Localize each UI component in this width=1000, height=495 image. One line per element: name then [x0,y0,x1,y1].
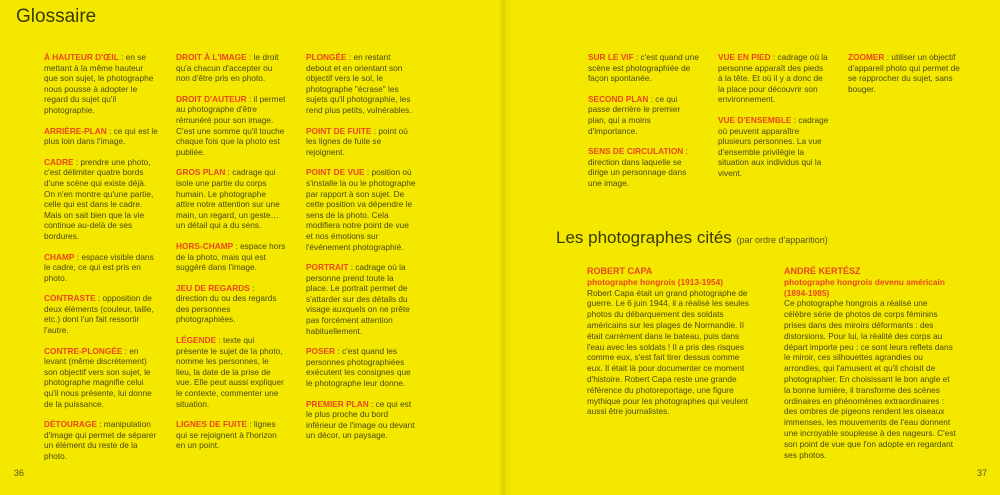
glossary-entry [176,52,286,84]
glossary-term: DROIT D'AUTEUR [176,93,247,104]
glossary-entry [44,52,159,116]
section-title [556,228,828,248]
glossary-term: SECOND PLAN [588,93,649,104]
glossary-entry [44,126,159,147]
glossary-entry [176,241,286,273]
glossary-term: PORTRAIT [306,262,349,273]
glossary-entry [718,115,830,179]
photographer-role: photographe hongrois (1913-1954) [587,276,723,287]
glossary-entry [306,126,418,158]
glossary-term: POSER [306,346,336,357]
glossary-entry [588,52,700,84]
glossary-term: POINT DE FUITE [306,125,372,136]
glossary-definition: : espace visible dans le cadre, ce qui est pris en photo. [44,251,154,283]
glossary-column-3 [306,52,418,451]
glossary-definition: : en levant (même discrètement) son objectif vers son sujet, le photographe magnifie celui qu'il nous présente, lui donne de la puissance. [44,345,152,409]
glossary-column-4 [588,52,700,199]
glossary-definition: : texte qui présente le sujet de la photo, nomme les personnes, le lieu, la date de la prise de vue. Elle peut aussi expliquer le contexte, commenter une situation. [176,335,284,409]
glossary-term: LIGNES DE FUITE [176,419,247,430]
glossary-definition: : prendre une photo, c'est délimiter quatre bords d'une scène qui existe déjà. On n'en montre qu'une partie, celle qui est dans le cadre. Mais on sait bien que la vie continue au-delà de ses bordures. [44,156,154,241]
glossary-entry [848,52,960,94]
glossary-entry [44,157,159,242]
glossary-entry [176,283,286,325]
glossary-term: PLONGÉE [306,52,347,62]
glossary-definition: : direction du ou des regards des personnes photographiées. [176,282,277,325]
glossary-definition: : cadrage où peuvent apparaître plusieurs personnes. La vue d'ensemble privilégie la situation aux individus qui la vivent. [718,114,829,178]
glossary-term: PREMIER PLAN [306,398,369,409]
page-number-right: 37 [977,468,988,478]
glossary-term: CHAMP [44,251,75,262]
glossary-term: SENS DE CIRCULATION [588,146,684,157]
glossary-term: VUE EN PIED [718,52,771,62]
glossary-term: CADRE [44,156,74,167]
glossary-term: CONTRE-PLONGÉE [44,345,123,356]
glossary-definition: : espace hors de la photo, mais qui est suggéré dans l'image. [176,240,286,273]
glossary-entry [306,262,418,336]
glossary-term: POINT DE VUE [306,167,365,178]
glossary-term: À HAUTEUR D'ŒIL [44,52,119,62]
photographer-name: ROBERT CAPA [587,266,653,276]
glossary-definition: : c'est quand les personnes photographiées exécutent les consignes que le photographe leur donne. [306,346,411,389]
page-title: Glossaire [16,6,97,27]
glossary-entry [176,94,286,158]
section-note: (par ordre d'apparition) [736,235,828,245]
glossary-entry [306,52,418,116]
glossary-entry [176,167,286,231]
glossary-entry [44,419,159,461]
glossary-definition: : il permet au photographe d'être rémunéré pour son image. C'est une somme qu'il touche chaque fois que la photo est publiée. [176,93,286,157]
glossary-definition: : lignes qui se rejoignent à l'horizon en un point. [176,419,277,451]
glossary-entry [44,346,159,410]
glossary-column-2 [176,52,286,461]
glossary-term: HORS-CHAMP [176,240,234,251]
glossary-column-6 [848,52,960,104]
book-gutter [498,0,512,495]
glossary-column-5 [718,52,830,189]
glossary-definition: : point où les lignes de fuite se rejoignent. [306,125,408,157]
glossary-entry [176,335,286,409]
glossary-term: DROIT À L'IMAGE [176,52,247,62]
glossary-entry [718,52,830,105]
section-title-text: Les photographes cités [556,228,732,247]
photographer-role: photographe hongrois devenu américain (1894-1985) [784,276,945,298]
glossary-definition: : cadrage qui isole une partie du corps humain. Le photographe attire notre attention sur une main, un regard, un geste… un détail qui a du sens. [176,167,280,231]
glossary-definition: : cadrage où la personne prend toute la place. Le portrait permet de s'attarder sur des détails du visage auxquels on ne prête pas forcément attention habituellement. [306,262,410,336]
page-number-left: 36 [14,468,25,478]
glossary-term: ZOOMER [848,52,885,62]
glossary-term: VUE D'ENSEMBLE [718,114,792,125]
glossary-definition: : direction dans laquelle se dirige un personnage dans une image. [588,146,688,188]
glossary-entry [44,293,159,335]
glossary-column-1 [44,52,159,472]
glossary-definition: : opposition de deux éléments (couleur, taille, etc.) dont l'un fait ressortir l'autre. [44,293,154,336]
glossary-definition: : ce qui est le plus proche du bord inférieur de l'image ou devant un décor, un paysage. [306,398,415,441]
glossary-entry [44,252,159,284]
glossary-definition: : ce qui passe derrière le premier plan, qui a moins d'importance. [588,93,681,136]
glossary-term: CONTRASTE [44,293,96,304]
glossary-entry [588,146,700,188]
glossary-definition: : utiliser un objectif d'appareil photo qui permet de se rapprocher du sujet, sans bouger. [848,52,960,94]
glossary-definition: : manipulation d'image qui permet de séparer un élément du reste de la photo. [44,419,157,461]
photographer-bio: Robert Capa était un grand photographe de guerre. Le 6 juin 1944, il a réalisé les seules photos du débarquement des soldats américains sur les plages de Normandie. Il était carrément dans le bateau, puis dans l'eau avec les soldats ! Il a pris des risques comme eux, s'est fait tirer dessus comme eux. Il était là pour documenter ce moment d'histoire. Robert Capa reste une grande référence du photoreportage, une figure mythique pour les photographes qui veulent aussi être journalistes. [587,287,749,417]
photographer-card [587,266,755,417]
glossary-term: SUR LE VIF [588,52,634,62]
glossary-term: JEU DE REGARDS [176,282,250,293]
photographer-card [784,266,956,460]
glossary-definition: : c'est quand une scène est photographiée de façon spontanée. [588,52,699,84]
glossary-definition: : en se mettant à la même hauteur que son sujet, le photographe nous pousse à adopter le regard du sujet qu'il photographie. [44,52,154,115]
photographer-name: ANDRÉ KERTÉSZ [784,266,861,276]
glossary-definition: : position où s'installe la ou le photographe par rapport à son sujet. De cette position va dépendre le sens de la photo. Cela modifiera notre point de vue et nos émotions sur l'événement photographié. [306,167,416,252]
glossary-term: GROS PLAN [176,167,226,178]
glossary-definition: : cadrage où la personne apparaît des pieds à la tête. Et où il y a donc de la place pour découvrir son environnement. [718,52,828,105]
glossary-entry [588,94,700,136]
glossary-entry [176,419,286,451]
glossary-definition: : le droit qu'a chacun d'accepter ou non d'être pris en photo. [176,52,279,84]
glossary-entry [306,167,418,252]
glossary-term: ARRIÈRE-PLAN [44,125,107,136]
glossary-definition: : en restant debout et en orientant son objectif vers le sol, le photographe "écrase" les sujets qu'il photographie, les rend plus petits, vulnérables. [306,52,412,115]
glossary-definition: : ce qui est le plus loin dans l'image. [44,125,158,147]
photographer-bio: Ce photographe hongrois a réalisé une célèbre série de photos de corps féminins prises dans des miroirs déformants : des distorsions. Pour lui, la réalité des corps au départ importe peu : ce sont leurs reflets dans le miroir, ces silhouettes agrandies ou arrondies, qui l'amusent et qu'il choisit de photographier. En choisissant le bon angle et la bonne lumière, il transforme des scènes ordinaires en phénomènes extraordinaires : des ombres de pigeons rendent les oiseaux immenses, les mouvements de l'eau donnent une incroyable souplesse à des nageurs. C'est son point de vue que l'on adopte en regardant ses photos. [784,298,956,460]
glossary-term: DÉTOURAGE [44,419,97,430]
glossary-term: LÉGENDE [176,335,217,346]
glossary-entry [306,399,418,441]
glossary-entry [306,346,418,388]
